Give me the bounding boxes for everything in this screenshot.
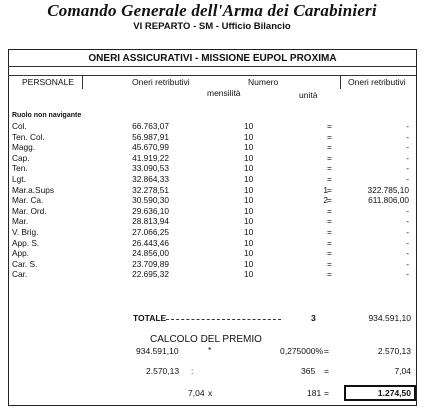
daily-divisor: 365 xyxy=(301,366,316,376)
total-units: 3 xyxy=(311,313,316,323)
months-cell: 10 xyxy=(244,152,254,163)
rank-cell: Mar. Ca. xyxy=(12,195,44,206)
column-divider xyxy=(82,75,83,89)
equals-cell: = xyxy=(327,142,332,153)
salary-cell: 23.709,89 xyxy=(132,258,169,269)
months-cell: 10 xyxy=(244,131,254,142)
column-header-oneri-retributivi: Oneri retributivi xyxy=(132,77,190,87)
equals-cell: = xyxy=(327,152,332,163)
row-total-cell: 611.806,00 xyxy=(368,195,409,206)
column-header-personale: PERSONALE xyxy=(22,77,74,87)
months-cell: 10 xyxy=(244,163,254,174)
final-result: 1.274,50 xyxy=(377,388,411,398)
table-row xyxy=(10,121,415,132)
rank-cell: V. Brig. xyxy=(12,227,39,237)
equals-cell: = xyxy=(327,195,332,206)
table-row xyxy=(10,185,415,196)
column-header-unita: unità xyxy=(299,90,318,100)
months-cell: 10 xyxy=(244,248,254,259)
months-cell: 10 xyxy=(244,216,254,227)
row-total-cell: - xyxy=(406,269,409,280)
equals-cell: = xyxy=(327,184,332,195)
salary-cell: 24.856,00 xyxy=(132,248,169,259)
equals-cell: = xyxy=(327,174,332,184)
table-row xyxy=(10,227,415,238)
rank-cell: Car. S. xyxy=(12,258,38,269)
salary-cell: 28.813,94 xyxy=(132,216,169,227)
table-row xyxy=(10,163,415,174)
daily-base: 2.570,13 xyxy=(146,366,180,376)
rank-cell: Ten. xyxy=(12,163,28,174)
months-cell: 10 xyxy=(244,227,254,237)
salary-cell: 32.864,33 xyxy=(132,174,169,184)
months-cell: 10 xyxy=(244,258,254,269)
equals-cell: = xyxy=(327,121,332,131)
equals-cell: = xyxy=(327,248,332,259)
row-total-cell: - xyxy=(406,121,409,131)
months-cell: 10 xyxy=(244,174,254,184)
rank-cell: App. xyxy=(12,248,30,259)
column-divider xyxy=(340,75,341,89)
total-label: TOTALE xyxy=(133,313,167,323)
equals-cell: = xyxy=(327,131,332,142)
salary-cell: 29.636,10 xyxy=(132,205,169,216)
row-total-cell: - xyxy=(406,258,409,269)
table-row xyxy=(10,142,415,153)
daily-result: 7,04 xyxy=(394,366,411,376)
units-cell: 1 xyxy=(323,184,328,195)
row-total-cell: - xyxy=(406,152,409,163)
months-cell: 10 xyxy=(244,269,254,280)
row-total-cell: - xyxy=(406,174,409,184)
row-total-cell: - xyxy=(406,227,409,237)
final-days: 181 xyxy=(307,388,322,398)
row-total-cell: - xyxy=(406,237,409,248)
rank-cell: Car. xyxy=(12,269,28,280)
salary-cell: 22.695,32 xyxy=(132,269,169,280)
rank-cell: Mar. xyxy=(12,216,29,227)
premium-operator: * xyxy=(208,345,212,355)
months-cell: 10 xyxy=(244,237,254,248)
column-header-numero: Numero xyxy=(248,77,279,87)
row-total-cell: - xyxy=(406,142,409,153)
equals-cell: = xyxy=(327,216,332,227)
table-row xyxy=(10,195,415,206)
salary-cell: 30.590,30 xyxy=(132,195,169,206)
salary-cell: 26.443,46 xyxy=(132,237,169,248)
total-amount: 934.591,10 xyxy=(368,313,411,323)
column-header-oneri-retributivi-total: Oneri retributivi xyxy=(348,77,406,87)
premium-rate: 0,275000% xyxy=(280,346,324,356)
final-operator: x xyxy=(208,388,213,398)
table-row xyxy=(10,206,415,217)
salary-cell: 41.919,22 xyxy=(132,152,169,163)
section-title: ONERI ASSICURATIVI - MISSIONE EUPOL PROXIMA xyxy=(88,53,337,64)
divider-title xyxy=(8,66,416,67)
rank-cell: Col. xyxy=(12,121,27,131)
table-row xyxy=(10,153,415,164)
rank-cell: Mar.a.Sups xyxy=(12,184,54,195)
salary-cell: 27.066,25 xyxy=(132,227,169,237)
row-total-cell: - xyxy=(406,216,409,227)
table-row xyxy=(10,132,415,143)
total-leader-line xyxy=(166,319,281,320)
table-row xyxy=(10,259,415,270)
rank-cell: Cap. xyxy=(12,152,30,163)
salary-cell: 45.670,99 xyxy=(132,142,169,153)
divider-header xyxy=(8,75,416,76)
equals-cell: = xyxy=(327,227,332,237)
units-cell: 2 xyxy=(323,195,328,206)
group-label: Ruolo non navigante xyxy=(12,112,82,119)
document-title: Comando Generale dell'Arma dei Carabinieri xyxy=(47,1,377,20)
months-cell: 10 xyxy=(244,195,254,206)
salary-cell: 56.987,91 xyxy=(132,131,169,142)
daily-equals: = xyxy=(324,366,329,376)
months-cell: 10 xyxy=(244,205,254,216)
months-cell: 10 xyxy=(244,142,254,153)
rank-cell: Lgt. xyxy=(12,174,26,184)
rank-cell: App. S. xyxy=(12,237,40,248)
final-equals: = xyxy=(324,388,329,398)
table-row xyxy=(10,216,415,227)
row-total-cell: - xyxy=(406,131,409,142)
rank-cell: Ten. Col. xyxy=(12,131,45,142)
rank-cell: Magg. xyxy=(12,142,36,153)
row-total-cell: - xyxy=(406,248,409,259)
equals-cell: = xyxy=(327,237,332,248)
premium-equals: = xyxy=(324,346,329,356)
document-subtitle: VI REPARTO - SM - Ufficio Bilancio xyxy=(133,21,291,32)
row-total-cell: 322.785,10 xyxy=(367,184,409,195)
table-row xyxy=(10,269,415,280)
salary-cell: 66.763,07 xyxy=(132,121,169,131)
row-total-cell: - xyxy=(406,163,409,174)
equals-cell: = xyxy=(327,258,332,269)
premium-result: 2.570,13 xyxy=(377,346,411,356)
table-row xyxy=(10,248,415,259)
table-row xyxy=(10,238,415,249)
premium-base: 934.591,10 xyxy=(136,346,179,356)
months-cell: 10 xyxy=(244,184,254,195)
premium-title: CALCOLO DEL PREMIO xyxy=(150,334,262,345)
months-cell: 10 xyxy=(244,121,254,131)
equals-cell: = xyxy=(327,205,332,216)
row-total-cell: - xyxy=(406,205,409,216)
equals-cell: = xyxy=(327,269,332,280)
column-header-mensilita: mensilità xyxy=(207,88,241,98)
final-base: 7,04 xyxy=(188,388,205,398)
salary-cell: 33.090,53 xyxy=(132,163,169,174)
table-row xyxy=(10,174,415,185)
rank-cell: Mar. Ord. xyxy=(12,205,47,216)
equals-cell: = xyxy=(327,163,332,174)
daily-operator: : xyxy=(191,366,194,376)
salary-cell: 32.278,51 xyxy=(132,184,169,195)
